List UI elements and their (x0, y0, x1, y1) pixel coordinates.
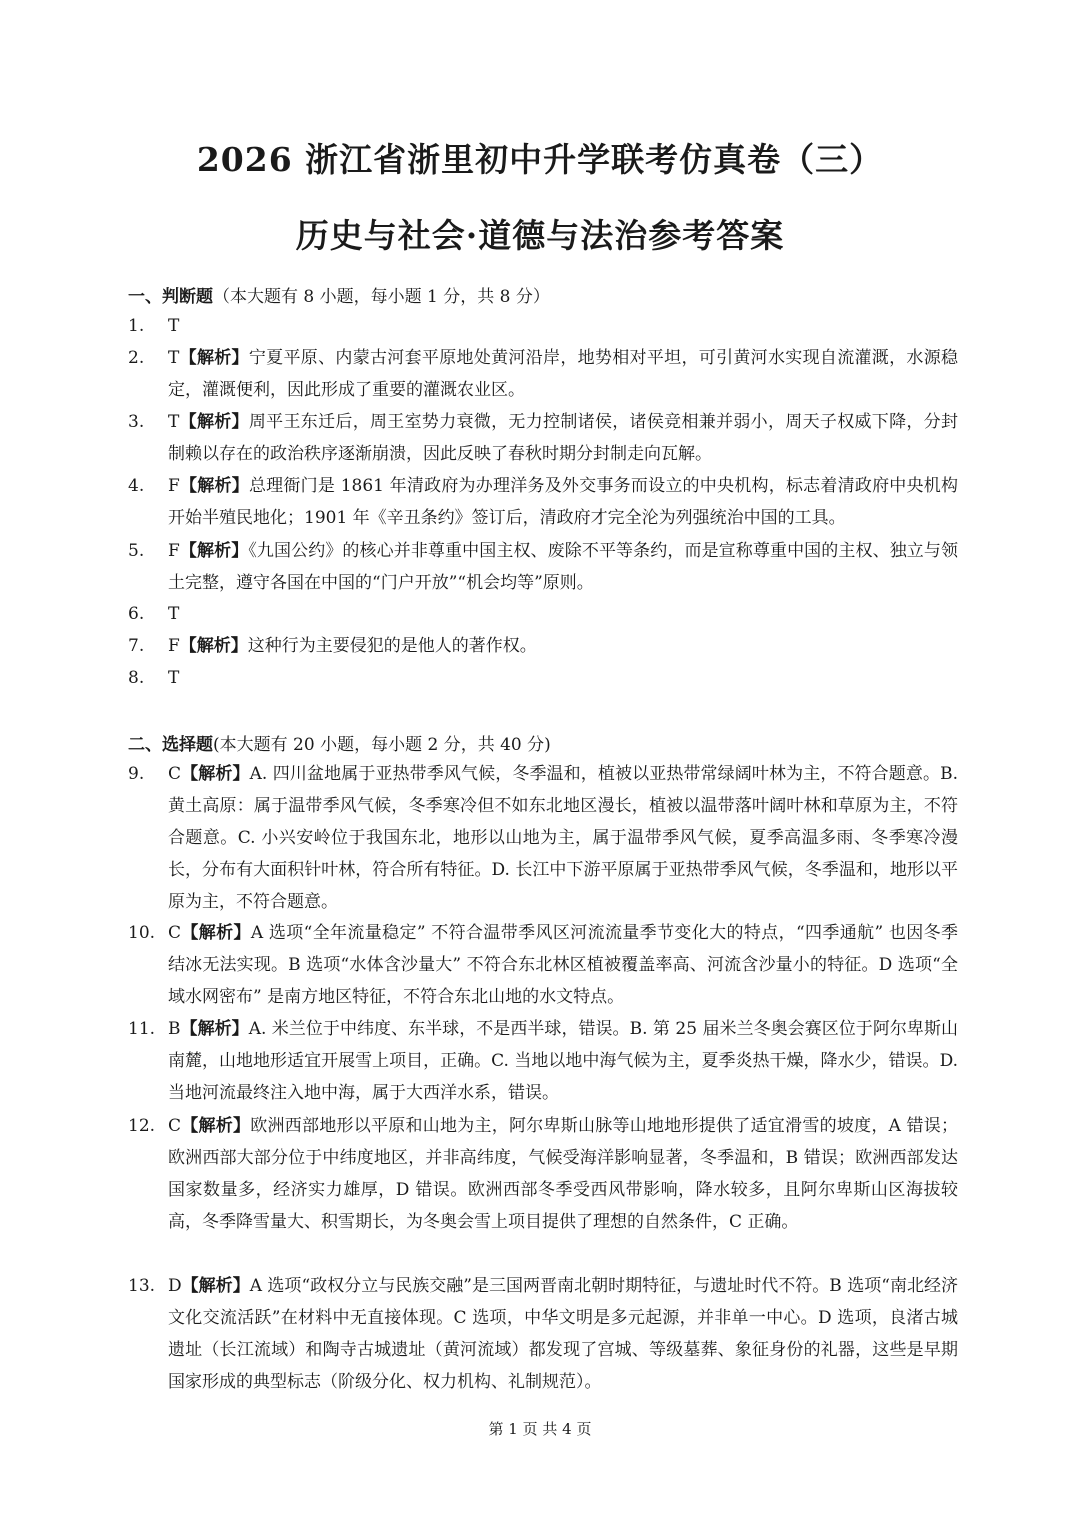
item-number: 3. (128, 412, 145, 432)
answer-item (128, 1013, 958, 1109)
item-number: 8. (128, 668, 145, 688)
analysis-tag: 【解析】 (181, 1276, 250, 1296)
analysis-tag: 【解析】 (181, 764, 250, 784)
section-note: (本大题有 20 小题，每小题 2 分，共 40 分) (213, 735, 551, 755)
section-heading-judgment (128, 282, 550, 307)
analysis-tag: 【解析】 (179, 348, 249, 368)
analysis-tag: 【解析】 (181, 1116, 251, 1136)
item-number: 12. (128, 1116, 156, 1136)
section-label: 二、选择题 (128, 735, 213, 755)
answer-item (128, 630, 958, 662)
item-answer: C (168, 923, 182, 943)
item-explanation: 这种行为主要侵犯的是他人的著作权。 (247, 636, 537, 656)
section-label: 一、判断题 (128, 287, 213, 307)
exam-title: 2026 浙江省浙里初中升学联考仿真卷（三） (196, 140, 884, 179)
item-answer: T (168, 604, 180, 624)
answer-item (128, 598, 958, 630)
item-number: 6. (128, 604, 145, 624)
item-answer: C (168, 764, 182, 784)
item-number: 1. (128, 316, 145, 336)
item-answer: B (168, 1019, 181, 1039)
item-answer: F (168, 541, 180, 561)
answer-item (128, 535, 958, 599)
item-explanation: 总理衙门是 1861 年清政府为办理洋务及外交事务而设立的中央机构，标志着清政府中央机构开始半殖民地化；1901 年《辛丑条约》签订后，清政府才完全沦为列强统治中国的工具。 (168, 476, 958, 528)
item-answer: C (168, 1116, 182, 1136)
answer-item (128, 1110, 958, 1238)
item-explanation: 欧洲西部地形以平原和山地为主，阿尔卑斯山脉等山地地形提供了适宜滑雪的坡度，A 错误；欧洲西部大部分位于中纬度地区，并非高纬度，气候受海洋影响显著，冬季温和，B 错误；欧洲西部发达国家数量多，经济实力雄厚，D 错误。欧洲西部冬季受西风带影响，降水较多，且阿尔卑斯山区海拔较高，冬季降雪量大、积雪期长，为冬奥会雪上项目提供了理想的自然条件，C 正确。 (168, 1116, 959, 1232)
answer-item (128, 1270, 958, 1398)
answer-item (128, 342, 958, 406)
item-explanation: 周平王东迁后，周王室势力衰微，无力控制诸侯，诸侯竞相兼并弱小，周天子权威下降，分封制赖以存在的政治秩序逐渐崩溃，因此反映了春秋时期分封制走向瓦解。 (168, 412, 959, 464)
answer-subtitle: 历史与社会·道德与法治参考答案 (295, 216, 785, 255)
item-explanation: 宁夏平原、内蒙古河套平原地处黄河沿岸，地势相对平坦，可引黄河水实现自流灌溉，水源稳定，灌溉便利，因此形成了重要的灌溉农业区。 (168, 348, 959, 400)
item-number: 9. (128, 764, 145, 784)
item-number: 10. (128, 923, 156, 943)
answer-item (128, 470, 958, 534)
item-answer: T (168, 668, 180, 688)
item-number: 11. (128, 1019, 156, 1039)
item-explanation: 《九国公约》的核心并非尊重中国主权、废除不平等条约，而是宣称尊重中国的主权、独立与领土完整，遵守各国在中国的“门户开放”“机会均等”原则。 (168, 541, 959, 593)
item-number: 5. (128, 541, 145, 561)
analysis-tag: 【解析】 (179, 476, 249, 496)
item-answer: T (168, 412, 180, 432)
analysis-tag: 【解析】 (179, 541, 249, 561)
answer-item (128, 917, 958, 1013)
item-answer: F (168, 636, 180, 656)
analysis-tag: 【解析】 (180, 1019, 249, 1039)
item-number: 4. (128, 476, 145, 496)
item-number: 2. (128, 348, 145, 368)
analysis-tag: 【解析】 (179, 636, 248, 656)
analysis-tag: 【解析】 (179, 412, 249, 432)
item-explanation: A. 四川盆地属于亚热带季风气候，冬季温和，植被以亚热带常绿阔叶林为主，不符合题意。B. 黄土高原：属于温带季风气候，冬季寒冷但不如东北地区漫长，植被以温带落叶阔叶林和草原为主，不符合题意。C. 小兴安岭位于我国东北，地形以山地为主，属于温带季风气候，夏季高温多雨、冬季寒冷漫长，分布有大面积针叶林，符合所有特征。D. 长江中下游平原属于亚热带季风气候，冬季温和，地形以平原为主，不符合题意。 (168, 764, 959, 912)
item-explanation: A. 米兰位于中纬度、东半球，不是西半球，错误。B. 第 25 届米兰冬奥会赛区位于阿尔卑斯山南麓，山地地形适宜开展雪上项目，正确。C. 当地以地中海气候为主，夏季炎热干燥，降水少，错误。D. 当地河流最终注入地中海，属于大西洋水系，错误。 (168, 1019, 958, 1103)
answer-item (128, 406, 958, 470)
answer-item (128, 758, 958, 918)
item-answer: F (168, 476, 180, 496)
answer-item (128, 310, 958, 342)
section-heading-choice (128, 730, 551, 755)
answer-item (128, 662, 958, 694)
page-footer: 第 1 页 共 4 页 (488, 1420, 592, 1438)
item-explanation: A 选项“政权分立与民族交融”是三国两晋南北朝时期特征，与遗址时代不符。B 选项“南北经济文化交流活跃”在材料中无直接体现。C 选项，中华文明是多元起源，并非单一中心。D 选项，良渚古城遗址（长江流域）和陶寺古城遗址（黄河流域）都发现了宫城、等级墓葬、象征身份的礼器，这些是早期国家形成的典型标志（阶级分化、权力机构、礼制规范）。 (168, 1276, 958, 1392)
item-explanation: A 选项“全年流量稳定” 不符合温带季风区河流流量季节变化大的特点，“四季通航” 也因冬季结冰无法实现。B 选项“水体含沙量大” 不符合东北林区植被覆盖率高、河流含沙量小的特征。D 选项“全域水网密布” 是南方地区特征，不符合东北山地的水文特点。 (168, 923, 958, 1007)
item-answer: D (168, 1276, 182, 1296)
section-note: （本大题有 8 小题，每小题 1 分，共 8 分） (213, 287, 550, 307)
item-answer: T (168, 316, 180, 336)
item-number: 7. (128, 636, 145, 656)
item-number: 13. (128, 1276, 156, 1296)
analysis-tag: 【解析】 (181, 923, 251, 943)
item-answer: T (168, 348, 180, 368)
